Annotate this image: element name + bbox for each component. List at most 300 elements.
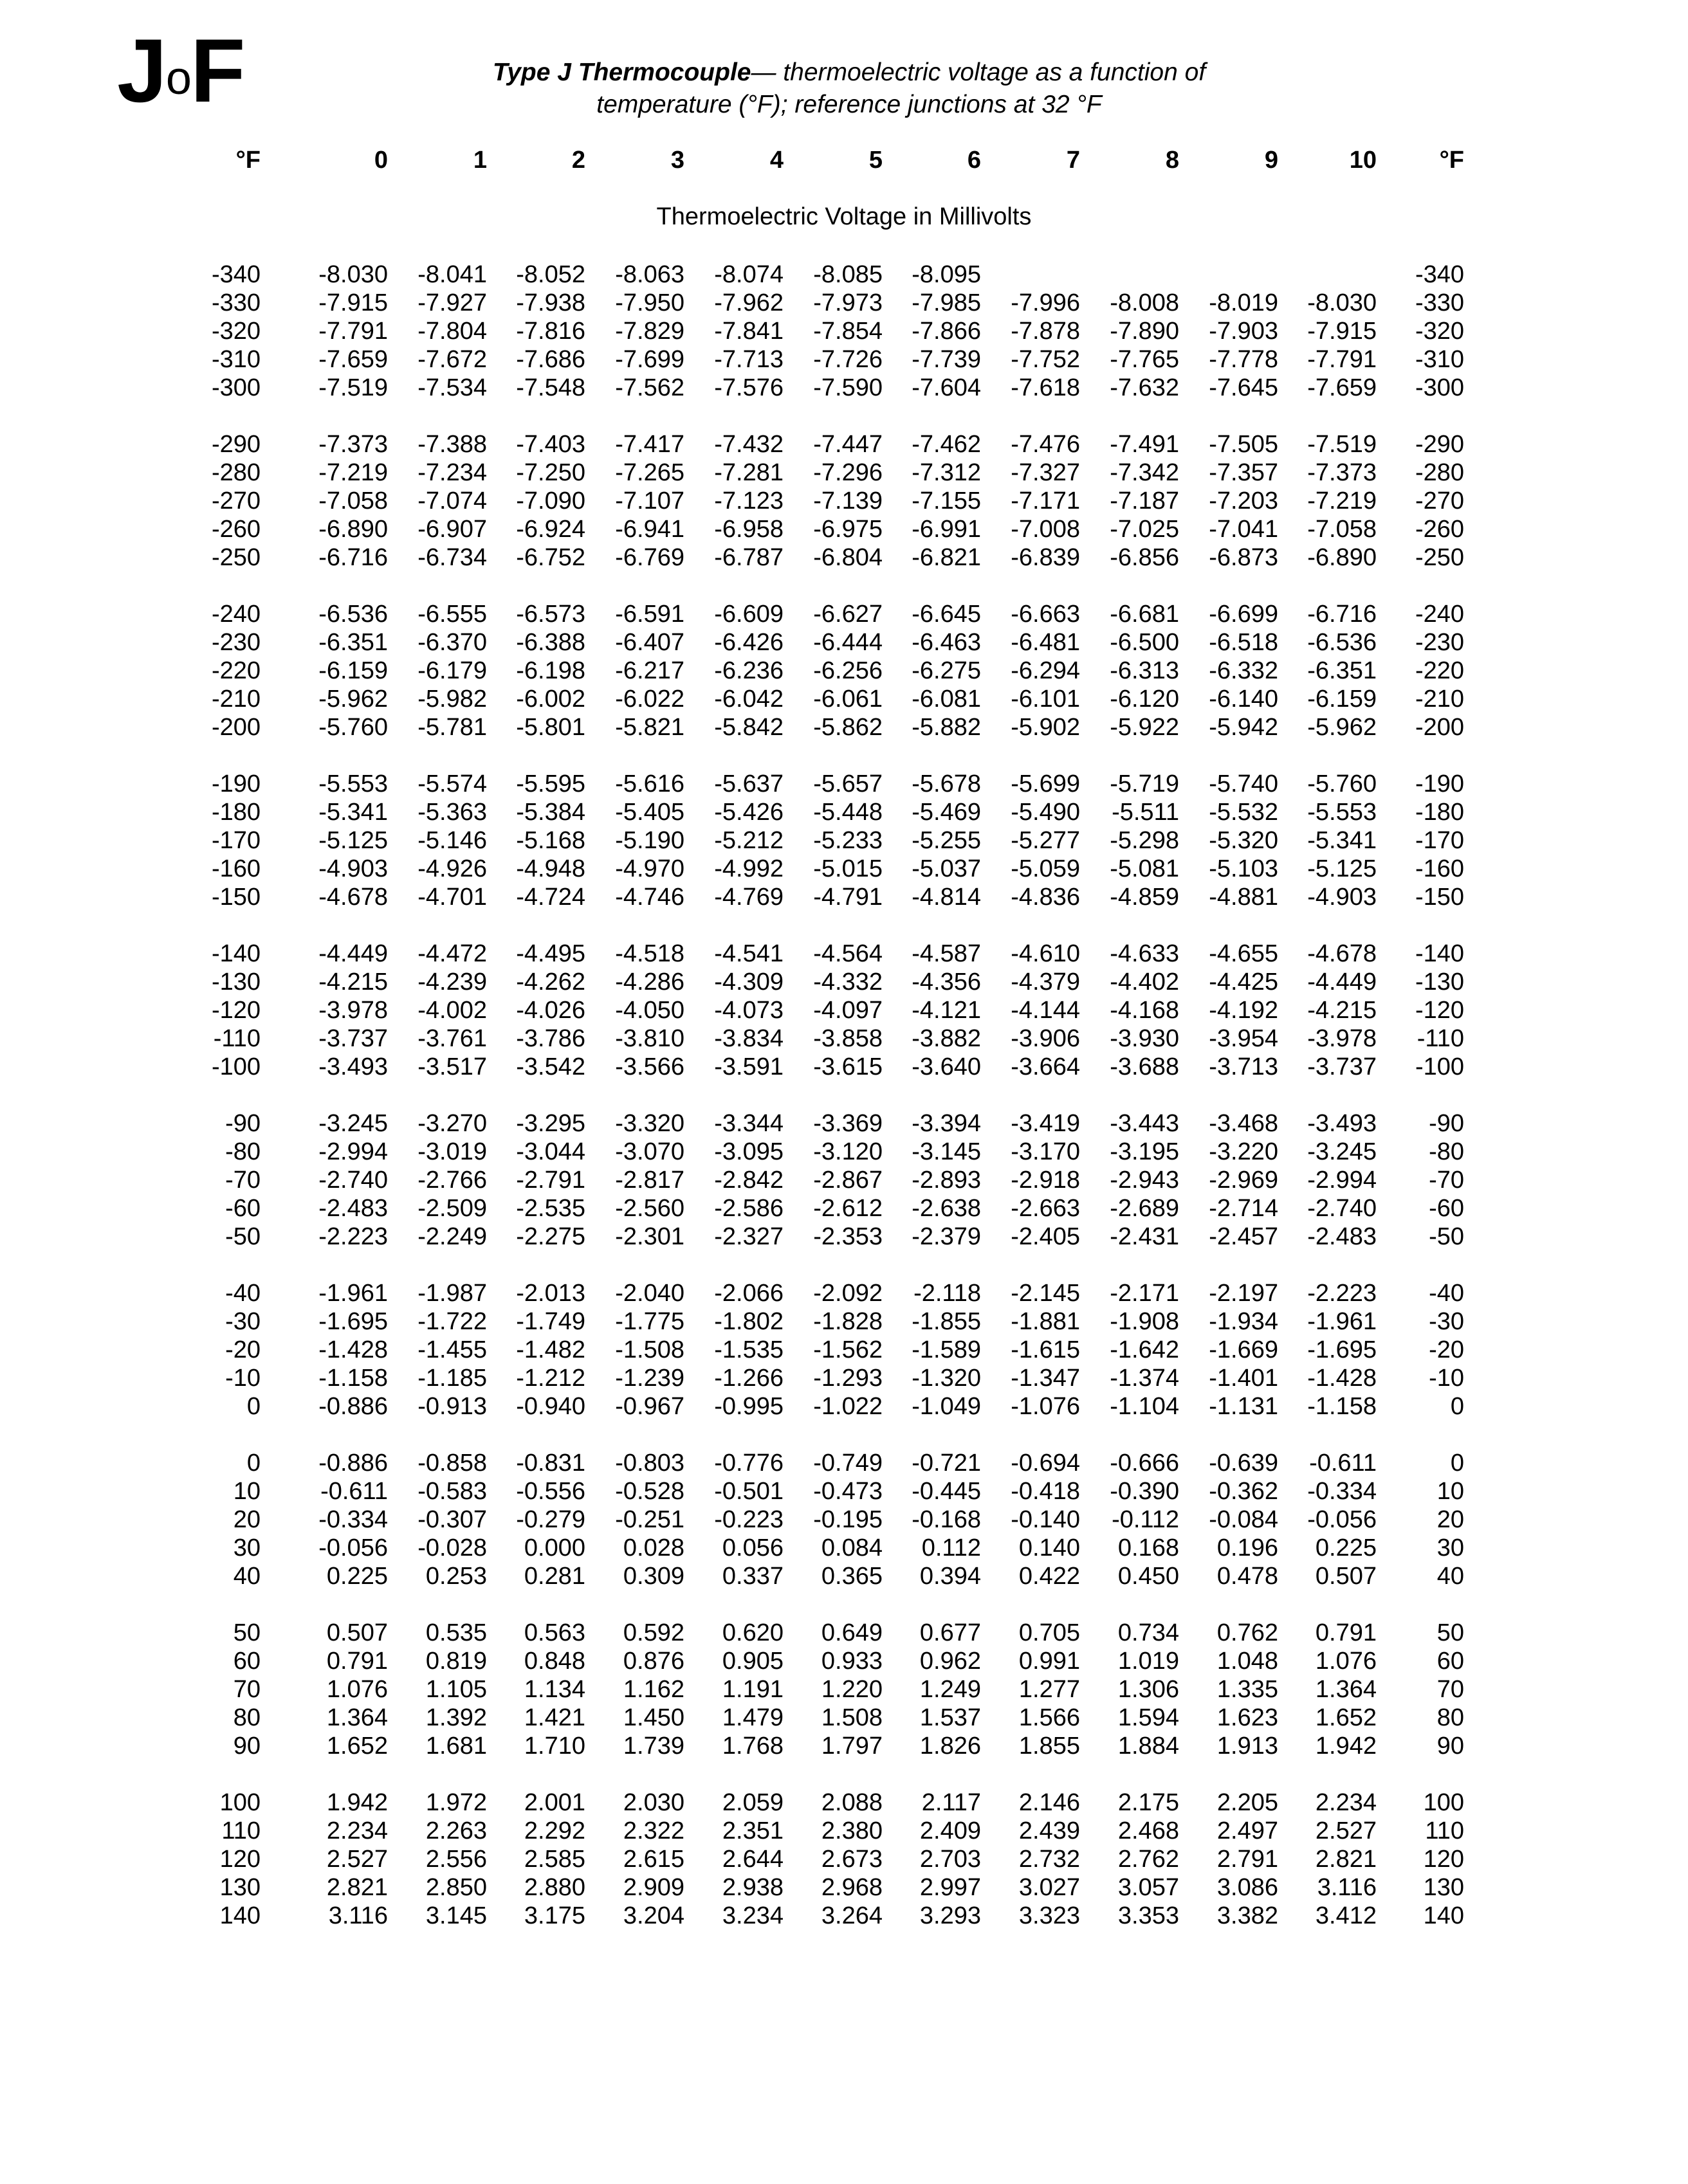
voltage-cell: 0.876 (623, 1648, 684, 1675)
voltage-cell: 2.205 (1216, 1789, 1278, 1816)
voltage-cell: -6.975 (813, 516, 883, 543)
row-temperature-left: 0 (246, 1450, 261, 1477)
row-temperature-right: -310 (1415, 346, 1464, 373)
voltage-cell: -0.084 (1209, 1506, 1278, 1533)
voltage-cell: -2.145 (1011, 1280, 1080, 1307)
voltage-cell: -6.821 (912, 544, 981, 571)
row-temperature-right: -250 (1415, 544, 1464, 571)
voltage-cell: -0.940 (516, 1393, 585, 1420)
voltage-cell: -4.425 (1209, 969, 1278, 996)
voltage-cell: -1.022 (813, 1393, 883, 1420)
table-row (0, 543, 1688, 572)
voltage-cell: 2.292 (524, 1817, 585, 1844)
row-temperature-left: -110 (213, 1025, 261, 1052)
voltage-cell: -1.508 (615, 1336, 684, 1363)
table-row (0, 1194, 1688, 1223)
voltage-cell: -4.144 (1011, 997, 1080, 1024)
row-temperature-right: -20 (1429, 1336, 1464, 1363)
voltage-cell: -1.908 (1110, 1308, 1179, 1335)
voltage-cell: -7.534 (417, 374, 487, 401)
row-temperature-right: -30 (1429, 1308, 1464, 1335)
voltage-cell: -0.556 (516, 1478, 585, 1505)
voltage-cell: -6.217 (615, 657, 684, 684)
voltage-cell: -4.495 (516, 940, 585, 967)
row-temperature-right: -320 (1415, 318, 1464, 345)
table-row (0, 685, 1688, 713)
voltage-cell: -7.890 (1110, 318, 1179, 345)
voltage-cell: -2.766 (417, 1167, 487, 1194)
voltage-cell: -7.996 (1011, 289, 1080, 316)
row-temperature-right: -140 (1415, 940, 1464, 967)
voltage-cell: -6.890 (318, 516, 388, 543)
row-temperature-left: 100 (219, 1789, 261, 1816)
voltage-cell: -5.678 (912, 770, 981, 797)
table-row (0, 260, 1688, 289)
voltage-cell: -2.740 (318, 1167, 388, 1194)
voltage-cell: -0.112 (1112, 1506, 1179, 1533)
voltage-cell: -0.528 (615, 1478, 684, 1505)
voltage-cell: -5.448 (813, 799, 883, 826)
voltage-cell: 3.323 (1018, 1902, 1080, 1929)
voltage-cell: 0.507 (326, 1619, 388, 1646)
voltage-cell: -0.886 (318, 1450, 388, 1477)
voltage-cell: -6.645 (912, 601, 981, 628)
voltage-cell: -2.223 (1307, 1280, 1377, 1307)
voltage-cell: -3.220 (1209, 1138, 1278, 1165)
table-row (0, 1279, 1688, 1307)
voltage-cell: -7.417 (615, 431, 684, 458)
voltage-cell: -6.924 (516, 516, 585, 543)
voltage-cell: -5.341 (1307, 827, 1377, 854)
voltage-cell: -5.962 (1307, 714, 1377, 741)
voltage-cell: -0.334 (318, 1506, 388, 1533)
row-temperature-left: -130 (211, 969, 261, 996)
voltage-cell: 3.116 (328, 1902, 388, 1929)
voltage-cell: -7.123 (714, 487, 784, 514)
voltage-cell: 1.191 (722, 1676, 784, 1703)
table-row (0, 1902, 1688, 1930)
voltage-cell: -5.015 (813, 855, 883, 882)
voltage-cell: -0.831 (516, 1450, 585, 1477)
voltage-cell: 2.439 (1018, 1817, 1080, 1844)
voltage-cell: -6.663 (1011, 601, 1080, 628)
voltage-cell: -1.802 (714, 1308, 784, 1335)
voltage-cell: -5.511 (1112, 799, 1179, 826)
table-row (0, 487, 1688, 515)
header-col-3: 3 (670, 147, 684, 174)
voltage-cell: -7.327 (1011, 459, 1080, 486)
voltage-cell: 0.309 (623, 1563, 684, 1590)
voltage-cell: -7.659 (318, 346, 388, 373)
voltage-cell: -0.803 (615, 1450, 684, 1477)
voltage-cell: -6.804 (813, 544, 883, 571)
voltage-cell: 2.322 (623, 1817, 684, 1844)
voltage-cell: -3.320 (615, 1110, 684, 1137)
voltage-cell: 1.855 (1018, 1733, 1080, 1760)
voltage-cell: -1.722 (417, 1308, 487, 1335)
voltage-cell: 1.826 (919, 1733, 981, 1760)
voltage-cell: -3.369 (813, 1110, 883, 1137)
table-row (0, 1647, 1688, 1675)
table-row (0, 317, 1688, 345)
header-col-2: 2 (571, 147, 585, 174)
row-temperature-right: -110 (1417, 1025, 1464, 1052)
voltage-cell: -5.637 (714, 770, 784, 797)
table-row (0, 713, 1688, 742)
row-temperature-left: -300 (211, 374, 261, 401)
row-temperature-left: -90 (225, 1110, 261, 1137)
voltage-cell: 1.162 (623, 1676, 684, 1703)
voltage-cell: 0.962 (919, 1648, 981, 1675)
voltage-cell: 2.968 (821, 1874, 883, 1901)
voltage-cell: -5.781 (417, 714, 487, 741)
row-temperature-left: -210 (211, 686, 261, 713)
voltage-cell: -0.501 (714, 1478, 784, 1505)
voltage-cell: -7.659 (1307, 374, 1377, 401)
voltage-cell: -6.275 (912, 657, 981, 684)
voltage-cell: -7.250 (516, 459, 585, 486)
voltage-cell: 0.450 (1117, 1563, 1179, 1590)
voltage-cell: -7.008 (1011, 516, 1080, 543)
table-row (0, 770, 1688, 798)
voltage-cell: -1.482 (516, 1336, 585, 1363)
table-block (0, 1109, 1688, 1251)
voltage-cell: -4.769 (714, 884, 784, 911)
row-temperature-left: 40 (233, 1563, 261, 1590)
table-row (0, 1307, 1688, 1336)
voltage-cell: -5.760 (1307, 770, 1377, 797)
row-temperature-right: 140 (1423, 1902, 1464, 1929)
voltage-cell: 2.059 (722, 1789, 784, 1816)
table-row (0, 1336, 1688, 1364)
table-row (0, 1788, 1688, 1817)
voltage-cell: -8.030 (1307, 289, 1377, 316)
voltage-cell: 0.365 (821, 1563, 883, 1590)
voltage-cell: -8.041 (417, 261, 487, 288)
voltage-cell: -3.664 (1011, 1053, 1080, 1080)
voltage-cell: -6.159 (1307, 686, 1377, 713)
voltage-cell: -7.604 (912, 374, 981, 401)
voltage-cell: -3.394 (912, 1110, 981, 1137)
voltage-cell: 1.105 (425, 1676, 487, 1703)
voltage-cell: -5.553 (318, 770, 388, 797)
voltage-cell: -4.002 (417, 997, 487, 1024)
voltage-cell: 1.364 (326, 1704, 388, 1731)
voltage-cell: 0.677 (919, 1619, 981, 1646)
voltage-cell: -2.379 (912, 1223, 981, 1250)
voltage-cell: 1.681 (425, 1733, 487, 1760)
voltage-cell: -6.518 (1209, 629, 1278, 656)
voltage-cell: -7.548 (516, 374, 585, 401)
voltage-cell: -1.049 (912, 1393, 981, 1420)
voltage-cell: 0.791 (326, 1648, 388, 1675)
voltage-cell: 1.508 (821, 1704, 883, 1731)
voltage-cell: -6.351 (1307, 657, 1377, 684)
voltage-cell: -7.155 (912, 487, 981, 514)
row-temperature-left: -330 (211, 289, 261, 316)
logo-degree: o (165, 53, 190, 104)
voltage-cell: -7.927 (417, 289, 487, 316)
row-temperature-right: -240 (1415, 601, 1464, 628)
voltage-cell: -4.881 (1209, 884, 1278, 911)
voltage-cell: -7.074 (417, 487, 487, 514)
voltage-cell: -0.611 (320, 1478, 388, 1505)
voltage-cell: -1.562 (813, 1336, 883, 1363)
row-temperature-right: 60 (1436, 1648, 1464, 1675)
voltage-cell: -2.249 (417, 1223, 487, 1250)
voltage-cell: -6.839 (1011, 544, 1080, 571)
header-col-0: 0 (374, 147, 388, 174)
row-temperature-left: 80 (233, 1704, 261, 1731)
voltage-cell: -4.168 (1110, 997, 1179, 1024)
voltage-cell: -7.903 (1209, 318, 1278, 345)
voltage-cell: -5.490 (1011, 799, 1080, 826)
jf-logo (117, 20, 244, 121)
voltage-cell: 2.615 (623, 1846, 684, 1873)
voltage-cell: -2.714 (1209, 1195, 1278, 1222)
voltage-cell: 1.134 (524, 1676, 585, 1703)
voltage-cell: 2.791 (1216, 1846, 1278, 1873)
voltage-cell: -3.954 (1209, 1025, 1278, 1052)
voltage-cell: -0.694 (1011, 1450, 1080, 1477)
row-temperature-right: 20 (1436, 1506, 1464, 1533)
voltage-cell: -1.695 (318, 1308, 388, 1335)
voltage-cell: -7.519 (318, 374, 388, 401)
voltage-cell: -7.841 (714, 318, 784, 345)
voltage-cell: -3.443 (1110, 1110, 1179, 1137)
row-temperature-left: -30 (225, 1308, 261, 1335)
voltage-cell: -7.699 (615, 346, 684, 373)
row-temperature-right: -180 (1415, 799, 1464, 826)
row-temperature-right: -200 (1415, 714, 1464, 741)
voltage-cell: -4.073 (714, 997, 784, 1024)
row-temperature-right: -190 (1415, 770, 1464, 797)
voltage-cell: -4.791 (813, 884, 883, 911)
voltage-cell: 2.263 (425, 1817, 487, 1844)
row-temperature-right: -80 (1429, 1138, 1464, 1165)
row-temperature-left: -140 (211, 940, 261, 967)
voltage-cell: 0.620 (722, 1619, 784, 1646)
voltage-cell: -0.418 (1011, 1478, 1080, 1505)
voltage-cell: -6.481 (1011, 629, 1080, 656)
voltage-cell: -6.699 (1209, 601, 1278, 628)
row-temperature-left: -40 (225, 1280, 261, 1307)
voltage-cell: -1.961 (1307, 1308, 1377, 1335)
voltage-cell: -1.104 (1110, 1393, 1179, 1420)
header-unit-f: °F (1439, 147, 1464, 174)
voltage-cell: -4.215 (318, 969, 388, 996)
voltage-cell: -6.856 (1110, 544, 1179, 571)
voltage-cell: -0.445 (912, 1478, 981, 1505)
voltage-cell: -4.286 (615, 969, 684, 996)
row-temperature-right: -210 (1415, 686, 1464, 713)
row-temperature-left: 50 (233, 1619, 261, 1646)
voltage-cell: 0.225 (326, 1563, 388, 1590)
row-temperature-left: -280 (211, 459, 261, 486)
voltage-cell: -0.251 (615, 1506, 684, 1533)
voltage-cell: -1.374 (1110, 1365, 1179, 1392)
row-temperature-left: -310 (211, 346, 261, 373)
voltage-cell: -1.749 (516, 1308, 585, 1335)
voltage-cell: -3.978 (318, 997, 388, 1024)
title-line-2: temperature (°F); reference junctions at 32 °F (596, 91, 1102, 118)
row-temperature-left: -260 (211, 516, 261, 543)
voltage-cell: -0.749 (813, 1450, 883, 1477)
voltage-cell: -0.995 (714, 1393, 784, 1420)
voltage-cell: -6.061 (813, 686, 883, 713)
voltage-cell: -4.655 (1209, 940, 1278, 967)
voltage-cell: -5.616 (615, 770, 684, 797)
row-temperature-right: -160 (1415, 855, 1464, 882)
voltage-cell: -3.737 (318, 1025, 388, 1052)
header-col-5: 5 (868, 147, 883, 174)
row-temperature-right: 90 (1436, 1733, 1464, 1760)
header-col-1: 1 (473, 147, 487, 174)
voltage-cell: -5.574 (417, 770, 487, 797)
row-temperature-right: 0 (1450, 1393, 1464, 1420)
table-row (0, 940, 1688, 968)
voltage-cell: 0.056 (722, 1534, 784, 1561)
voltage-cell: 3.027 (1018, 1874, 1080, 1901)
voltage-cell: -4.192 (1209, 997, 1278, 1024)
voltage-cell: -4.449 (1307, 969, 1377, 996)
voltage-cell: -7.388 (417, 431, 487, 458)
voltage-cell: -2.535 (516, 1195, 585, 1222)
row-temperature-right: -120 (1415, 997, 1464, 1024)
table-block (0, 1449, 1688, 1590)
voltage-cell: -7.804 (417, 318, 487, 345)
voltage-cell: 3.234 (722, 1902, 784, 1929)
table-row (0, 855, 1688, 883)
column-header-row (0, 147, 1688, 179)
voltage-cell: -7.058 (318, 487, 388, 514)
voltage-cell: -6.388 (516, 629, 585, 656)
voltage-cell: -1.589 (912, 1336, 981, 1363)
row-temperature-right: 40 (1436, 1563, 1464, 1590)
voltage-cell: -5.719 (1110, 770, 1179, 797)
voltage-cell: -1.185 (417, 1365, 487, 1392)
voltage-cell: -7.491 (1110, 431, 1179, 458)
header-unit-f: °F (235, 147, 261, 174)
voltage-cell: 2.880 (524, 1874, 585, 1901)
voltage-cell: 0.000 (524, 1534, 585, 1561)
row-temperature-left: -270 (211, 487, 261, 514)
voltage-cell: -3.070 (615, 1138, 684, 1165)
voltage-cell: -3.566 (615, 1053, 684, 1080)
voltage-cell: 0.478 (1216, 1563, 1278, 1590)
voltage-cell: -7.672 (417, 346, 487, 373)
voltage-cell: -0.223 (714, 1506, 784, 1533)
voltage-cell: -5.363 (417, 799, 487, 826)
voltage-cell: 0.762 (1216, 1619, 1278, 1646)
row-temperature-right: 80 (1436, 1704, 1464, 1731)
row-temperature-left: -200 (211, 714, 261, 741)
header-col-9: 9 (1264, 147, 1278, 174)
voltage-cell: -6.198 (516, 657, 585, 684)
voltage-cell: -6.042 (714, 686, 784, 713)
voltage-cell: -8.052 (516, 261, 585, 288)
row-temperature-left: -80 (225, 1138, 261, 1165)
voltage-cell: 2.938 (722, 1874, 784, 1901)
voltage-cell: -6.407 (615, 629, 684, 656)
voltage-cell: 2.468 (1117, 1817, 1179, 1844)
voltage-cell: -5.882 (912, 714, 981, 741)
voltage-cell: -4.633 (1110, 940, 1179, 967)
voltage-cell: -6.536 (318, 601, 388, 628)
voltage-cell: -5.081 (1110, 855, 1179, 882)
row-temperature-right: -60 (1429, 1195, 1464, 1222)
voltage-cell: -5.125 (1307, 855, 1377, 882)
voltage-cell: 1.421 (524, 1704, 585, 1731)
row-temperature-right: -300 (1415, 374, 1464, 401)
voltage-cell: -7.476 (1011, 431, 1080, 458)
voltage-cell: 1.392 (425, 1704, 487, 1731)
row-temperature-left: 90 (233, 1733, 261, 1760)
voltage-cell: -4.379 (1011, 969, 1080, 996)
voltage-cell: -7.576 (714, 374, 784, 401)
voltage-cell: -7.357 (1209, 459, 1278, 486)
voltage-cell: -7.187 (1110, 487, 1179, 514)
voltage-cell: -1.669 (1209, 1336, 1278, 1363)
voltage-cell: 0.196 (1216, 1534, 1278, 1561)
voltage-cell: 1.972 (425, 1789, 487, 1816)
voltage-cell: -2.171 (1110, 1280, 1179, 1307)
voltage-cell: -3.858 (813, 1025, 883, 1052)
voltage-cell: -6.787 (714, 544, 784, 571)
voltage-cell: 0.819 (425, 1648, 487, 1675)
row-temperature-left: -220 (211, 657, 261, 684)
voltage-cell: 3.204 (623, 1902, 684, 1929)
voltage-cell: -3.493 (318, 1053, 388, 1080)
voltage-cell: -3.810 (615, 1025, 684, 1052)
title-line-1 (360, 57, 1338, 89)
table-row (0, 289, 1688, 317)
voltage-cell: -5.059 (1011, 855, 1080, 882)
table-row (0, 515, 1688, 543)
row-temperature-right: -230 (1415, 629, 1464, 656)
voltage-cell: -5.962 (318, 686, 388, 713)
voltage-cell: -5.233 (813, 827, 883, 854)
voltage-cell: -8.074 (714, 261, 784, 288)
table-row (0, 1873, 1688, 1902)
voltage-cell: 0.535 (425, 1619, 487, 1646)
table-row (0, 1109, 1688, 1138)
voltage-cell: -2.457 (1209, 1223, 1278, 1250)
voltage-cell: -4.050 (615, 997, 684, 1024)
voltage-cell: -7.312 (912, 459, 981, 486)
voltage-cell: -7.985 (912, 289, 981, 316)
voltage-cell: -6.426 (714, 629, 784, 656)
voltage-cell: -3.834 (714, 1025, 784, 1052)
voltage-cell: -3.170 (1011, 1138, 1080, 1165)
row-temperature-left: -170 (211, 827, 261, 854)
voltage-cell: -7.171 (1011, 487, 1080, 514)
voltage-cell: -1.158 (1307, 1393, 1377, 1420)
table-block (0, 770, 1688, 911)
voltage-cell: -7.778 (1209, 346, 1278, 373)
voltage-cell: -3.245 (318, 1110, 388, 1137)
voltage-cell: -1.131 (1209, 1393, 1278, 1420)
voltage-cell: -4.472 (417, 940, 487, 967)
voltage-cell: -5.212 (714, 827, 784, 854)
voltage-cell: -1.266 (714, 1365, 784, 1392)
voltage-cell: -5.595 (516, 770, 585, 797)
voltage-cell: -6.873 (1209, 544, 1278, 571)
voltage-cell: 3.175 (524, 1902, 585, 1929)
table-row (0, 1704, 1688, 1732)
voltage-cell: -7.791 (318, 318, 388, 345)
table-row (0, 1619, 1688, 1647)
